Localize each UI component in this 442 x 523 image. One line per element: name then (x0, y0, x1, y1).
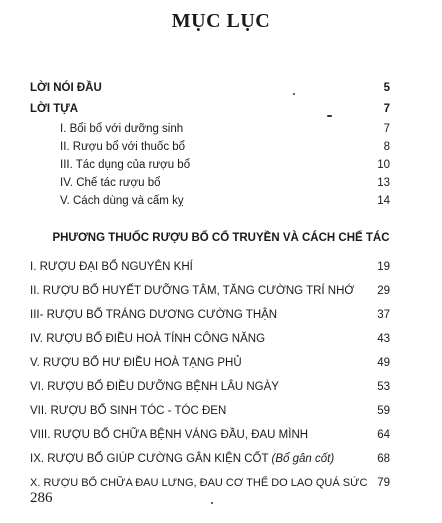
toc-chapter (0, 259, 442, 275)
toc-entry-page: 7 (383, 103, 390, 115)
toc-entry-label: IV. Chế tác rượu bổ (60, 177, 161, 189)
toc-entry-label: I. RƯỢU ĐẠI BỔ NGUYÊN KHÍ (30, 261, 193, 273)
toc-entry-label: LỜI NÓI ĐẦU (30, 82, 102, 94)
toc-entry-page: 49 (377, 357, 390, 369)
toc-entry-label: II. Rượu bổ với thuốc bổ (60, 141, 186, 153)
toc-entry-label: V. RƯỢU BỔ HƯ ĐIỀU HOÀ TẠNG PHỦ (30, 357, 242, 369)
toc-entry-page: 29 (377, 285, 390, 297)
section-heading: PHƯƠNG THUỐC RƯỢU BỔ CỔ TRUYỀN VÀ CÁCH CHẾ TÁC (52, 232, 390, 244)
toc-entry-page: 59 (377, 405, 390, 417)
toc-entry-label: LỜI TỰA (30, 103, 79, 115)
toc-entry-page: 37 (377, 309, 390, 321)
toc-entry-page: 8 (383, 141, 390, 153)
toc-chapter (0, 403, 442, 419)
toc-entry-page: 10 (377, 159, 390, 171)
toc-entry-label: III. Tác dụng của rượu bổ (60, 159, 191, 171)
toc-entry-foreword (0, 80, 442, 96)
toc-entry-page: 5 (383, 82, 390, 94)
toc-subentry (0, 157, 442, 173)
toc-chapter (0, 307, 442, 323)
toc-entry-label: VI. RƯỢU BỔ ĐIỀU DƯỠNG BỆNH LÂU NGÀY (30, 381, 279, 393)
toc-entry-page: 7 (383, 123, 390, 135)
toc-entry-page: 43 (377, 333, 390, 345)
toc-entry-page: 14 (377, 195, 390, 207)
toc-entry-label: V. Cách dùng và cấm kỵ (60, 195, 184, 207)
toc-chapter (0, 379, 442, 395)
toc-entry-page: 19 (377, 261, 390, 273)
toc-entry-label: VIII. RƯỢU BỔ CHỮA BỆNH VÁNG ĐẦU, ĐAU MÌNH (30, 429, 309, 441)
toc-entry-page: 79 (377, 477, 390, 489)
toc-entry-page: 13 (377, 177, 390, 189)
toc-subentry (0, 121, 442, 137)
toc-entry-label: IV. RƯỢU BỔ ĐIỀU HOÀ TÍNH CÔNG NĂNG (30, 333, 266, 345)
toc-entry-text: IX. RƯỢU BỔ GIÚP CƯỜNG GÂN KIỆN CỐT (30, 453, 272, 465)
toc-entry-label: I. Bổi bổ với dưỡng sinh (60, 123, 184, 135)
page-number: 286 (30, 490, 53, 506)
toc-chapter (0, 283, 442, 299)
page-title: MỤC LỤC (171, 10, 271, 32)
toc-subentry (0, 175, 442, 191)
toc-entry-page: 68 (377, 453, 390, 465)
toc-entry-preface (0, 101, 442, 117)
toc-entry-label: X. RƯỢU BỔ CHỮA ĐAU LƯNG, ĐAU CƠ THỂ DO LAO QUÁ SỨC (30, 477, 368, 489)
scan-speck (327, 115, 332, 117)
toc-entry-note: (Bổ gân cốt) (271, 453, 335, 465)
toc-entry-label: II. RƯỢU BỔ HUYẾT DƯỠNG TÂM, TĂNG CƯỜNG TRÍ NHỚ (30, 285, 355, 297)
scan-speck (293, 93, 295, 95)
toc-entry-label: III- RƯỢU BỔ TRÁNG DƯƠNG CƯỜNG THẬN (30, 309, 278, 321)
toc-chapter (0, 451, 442, 467)
toc-entry-label: VII. RƯỢU BỔ SINH TÓC - TÓC ĐEN (30, 405, 227, 417)
toc-entry-label (30, 451, 334, 467)
toc-entry-page: 53 (377, 381, 390, 393)
scan-speck (211, 502, 213, 504)
toc-entry-page: 64 (377, 429, 390, 441)
toc-chapter (0, 475, 442, 491)
toc-chapter (0, 331, 442, 347)
toc-subentry (0, 139, 442, 155)
toc-chapter (0, 427, 442, 443)
toc-subentry (0, 193, 442, 209)
toc-chapter (0, 355, 442, 371)
